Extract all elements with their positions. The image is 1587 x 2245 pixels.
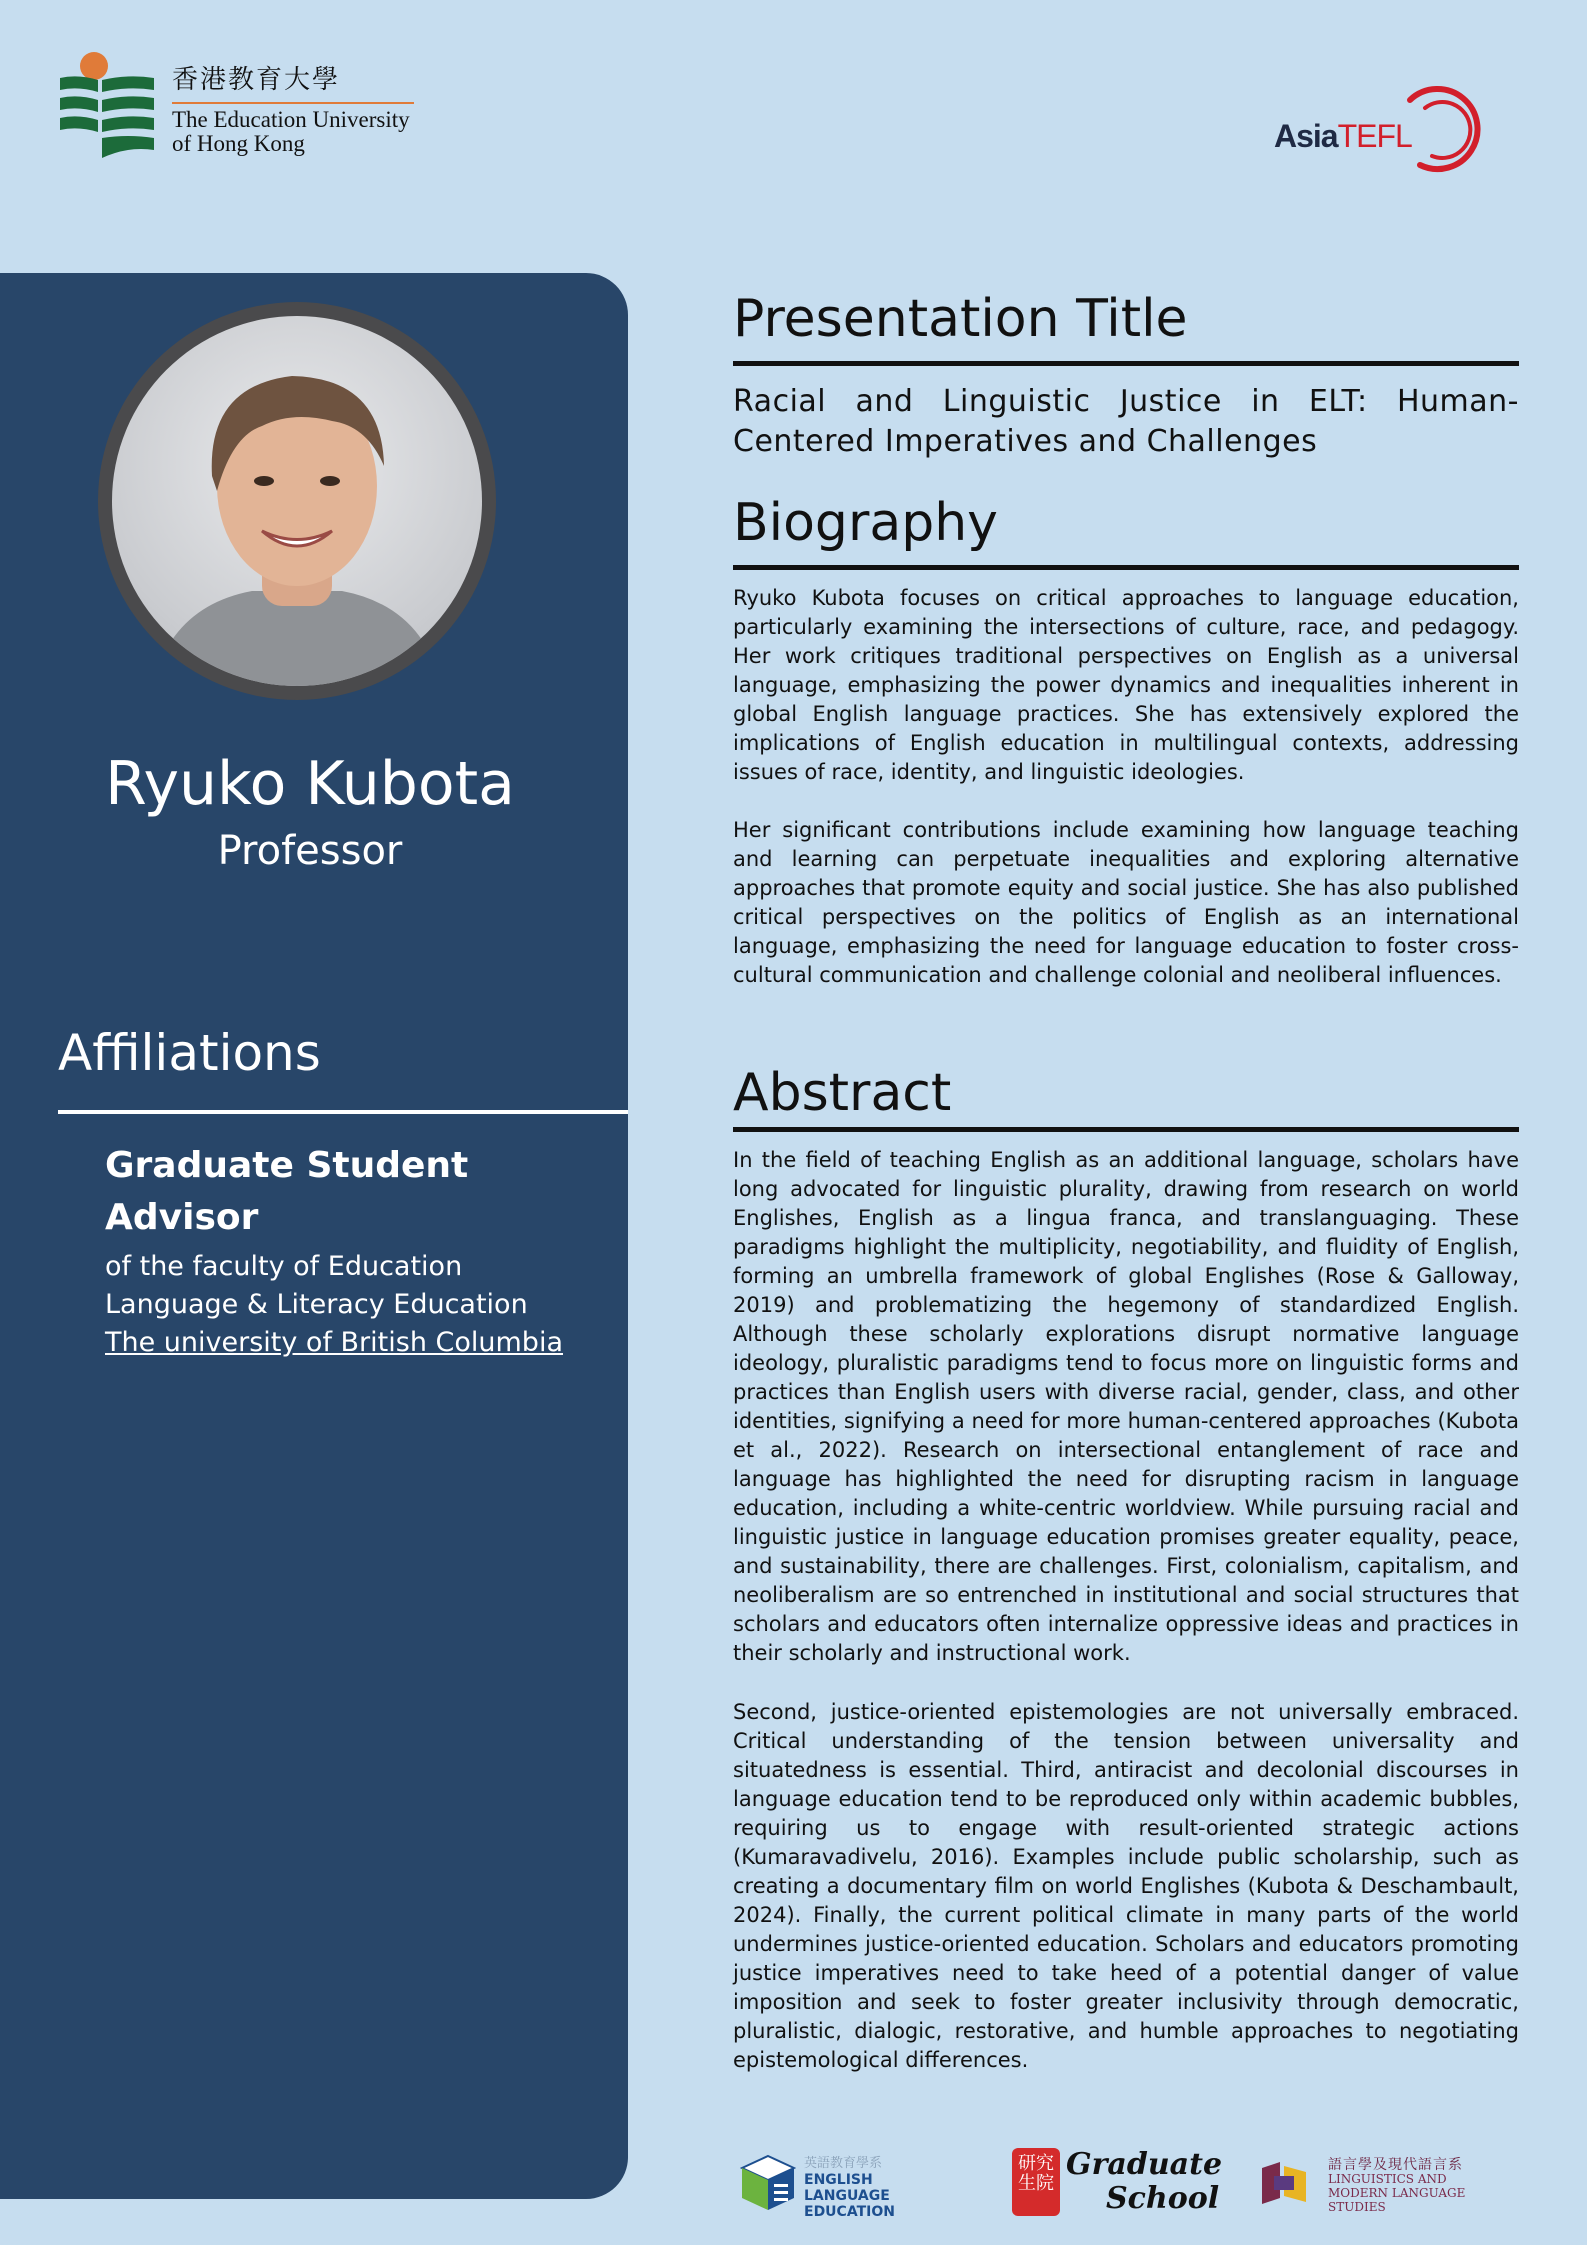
speaker-role: Professor (217, 828, 403, 874)
affiliation-line-2: Language & Literacy Education (105, 1289, 528, 1320)
university-link[interactable]: The university of British Columbia (105, 1327, 563, 1358)
eduhk-logo (58, 48, 418, 163)
eduhk-emblem-icon (58, 48, 158, 163)
person-portrait-icon (112, 316, 482, 686)
abstract-heading: Abstract (733, 1063, 952, 1123)
ele-name-line-2: EDUCATION (804, 2204, 895, 2220)
eduhk-divider (172, 102, 414, 104)
abstract-paragraph-1: In the field of teaching English as an additional language, scholars have long advocated for linguistic plurality, drawing from research on world Englishes, English as a lingua franca, and translanguaging. These paradigms highlight the multiplicity, negotiability, and fluidity of English, forming an umbrella framework of global Englishes (Rose & Galloway, 2019) and problematizing the hegemony of standardized English. Although these scholarly explorations disrupt normative language ideology, pluralistic paradigms tend to focus more on linguistic forms and practices than English users with diverse racial, gender, class, and other identities, signifying a need for more human-centered approaches (Kubota et al., 2022). Research on intersectional entanglement of race and language has highlighted the need for disrupting racism in language education, including a white-centric worldview. While pursuing racial and linguistic justice in language education promises greater equality, peace, and sustainability, there are challenges. First, colonialism, capitalism, and neoliberalism are so entrenched in institutional and social structures that scholars and educators often internalize oppressive ideas and practices in their scholarly and instructional work. (733, 1148, 1519, 1665)
lmls-name-line-1: LINGUISTICS AND (1328, 2172, 1447, 2186)
presentation-title-text: Racial and Linguistic Justice in ELT: Human-Centered Imperatives and Challenges (733, 384, 1519, 459)
ele-name-cn: 英語教育學系 (804, 2156, 883, 2171)
biography-paragraph-1: Ryuko Kubota focuses on critical approaches to language education, particularly examining the intersections of culture, race, and pedagogy. Her work critiques traditional perspectives on English as a universal language, emphasizing the power dynamics and inequalities inherent in global English language practices. She has extensively explored the implications of English education in multilingual contexts, addressing issues of race, identity, and linguistic ideologies. (733, 586, 1519, 784)
affiliation-line-1: of the faculty of Education (105, 1251, 463, 1282)
abstract-paragraph-2: Second, justice-oriented epistemologies are not universally embraced. Critical understanding of the tension between universality and situatedness is essential. Third, antiracist and decolonial discourses in language education tend to be reproduced only within academic bubbles, requiring us to engage with result-oriented strategic actions (Kumaravadivelu, 2016). Examples include public scholarship, such as creating a documentary film on world Englishes (Kubota & Deschambault, 2024). Finally, the current political climate in many parts of the world undermines justice-oriented education. Scholars and educators promoting justice imperatives need to take heed of a potential danger of value imposition and seek to foster greater inclusivity through democratic, pluralistic, dialogic, restorative, and humble approaches to negotiating epistemological differences. (733, 1700, 1519, 2072)
presentation-title-heading: Presentation Title (733, 289, 1188, 349)
biography-paragraph-2: Her significant contributions include examining how language teaching and learning can perpetuate inequalities and exploring alternative approaches that promote equity and social justice. She has also published critical perspectives on the politics of English as an international language, emphasizing the need for language education to foster cross-cultural communication and challenge colonial and neoliberal influences. (733, 818, 1519, 987)
eduhk-name-en-1: The Education University (172, 107, 410, 132)
asiatefl-word-asia: Asia (1274, 118, 1338, 154)
linguistics-department-logo (1258, 2154, 1518, 2214)
affiliations-divider (58, 1110, 628, 1114)
biography-divider (733, 565, 1519, 570)
biography-heading: Biography (733, 493, 998, 553)
lmls-name-cn: 語言學及現代語言系 (1328, 2157, 1463, 2173)
asiatefl-logo (1270, 80, 1490, 175)
graduate-school-line-2: School (1106, 2181, 1220, 2216)
lmls-name-line-2: MODERN LANGUAGE STUDIES (1328, 2186, 1466, 2214)
affiliation-entry (105, 1140, 605, 1362)
graduate-school-seal: 研究生院 (1012, 2148, 1060, 2216)
eduhk-name-cn: 香港教育大學 (172, 65, 341, 95)
affiliations-title: Affiliations (58, 1024, 321, 1082)
graduate-school-logo (1012, 2147, 1223, 2220)
asiatefl-swirl-icon (1390, 80, 1490, 175)
ele-cube-icon (740, 2154, 796, 2212)
lmls-emblem-icon (1258, 2158, 1310, 2206)
ele-name-line-1: ENGLISH LANGUAGE (804, 2172, 890, 2204)
eduhk-name-en-2: of Hong Kong (172, 131, 305, 156)
portrait-photo (112, 316, 482, 686)
asiatefl-word-tefl: TEFL (1337, 118, 1412, 154)
abstract-divider (733, 1127, 1519, 1132)
english-language-education-logo (740, 2150, 950, 2220)
affiliation-heading: Graduate Student Advisor (105, 1145, 469, 1238)
graduate-school-line-1: Graduate (1066, 2147, 1223, 2182)
speaker-name: Ryuko Kubota (105, 749, 515, 819)
presentation-divider (733, 361, 1519, 366)
